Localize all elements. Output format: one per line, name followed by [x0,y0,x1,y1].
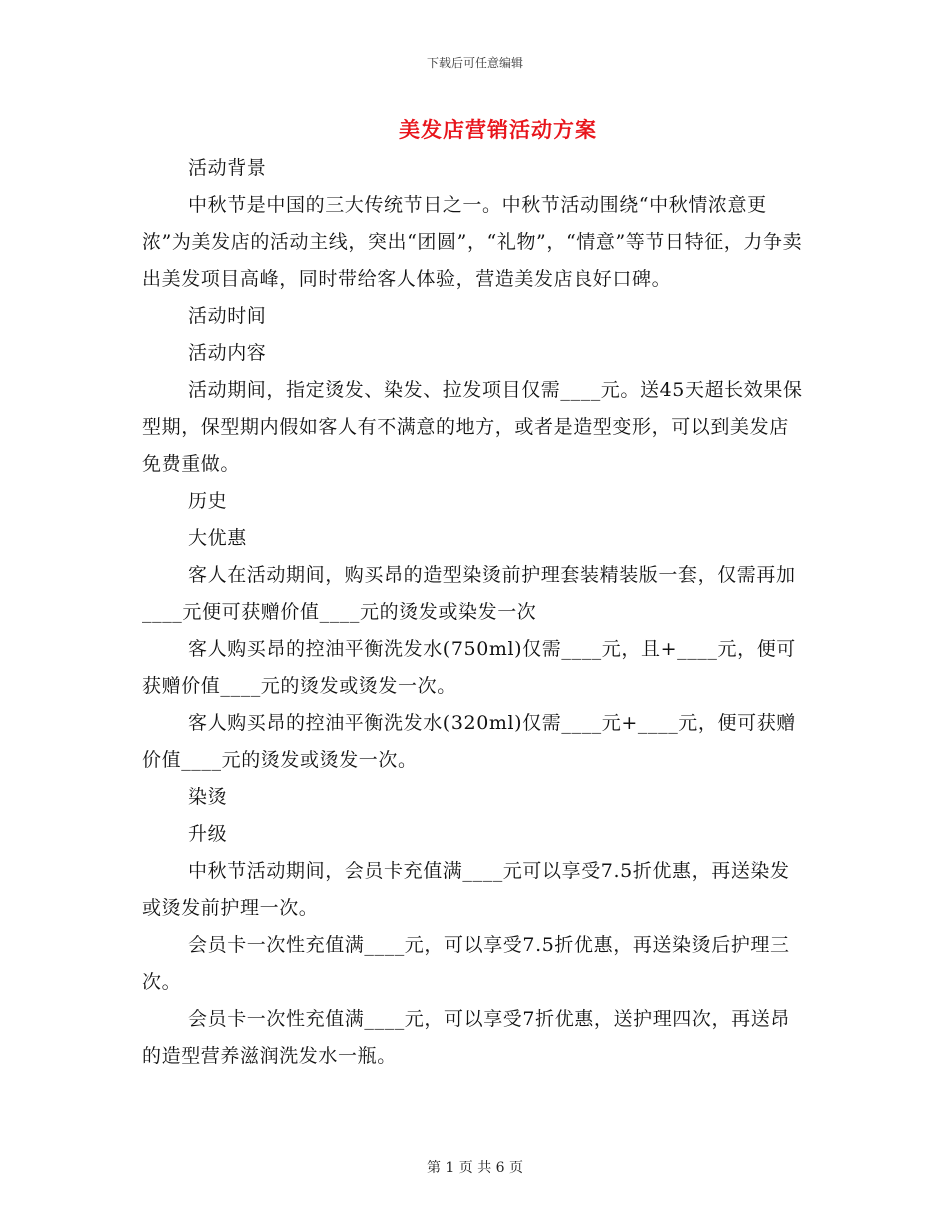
document-body [142,150,804,1075]
paragraph-background: 中秋节是中国的三大传统节日之一。中秋节活动围绕“中秋情浓意更浓”为美发店的活动主线，突出“团圆”，“礼物”，“情意”等节日特征，力争卖出美发项目高峰，同时带给客人体验，营造美发店良好口碑。 [142,194,803,290]
section-heading-time: 活动时间 [188,305,267,327]
page-header-note: 下载后可任意编辑 [426,56,523,70]
paragraph-content: 活动期间，指定烫发、染发、拉发项目仅需____元。送45天超长效果保型期，保型期内假如客人有不满意的地方，或者是造型变形，可以到美发店免费重做。 [142,379,803,475]
page-number: 第 1 页 共 6 页 [426,1160,524,1176]
paragraph-offer-3: 客人购买昂的控油平衡洗发水(320ml)仅需____元+____元，便可获赠价值____元的烫发或烫发一次。 [142,712,796,771]
paragraph-upgrade-2: 会员卡一次性充值满____元，可以享受7.5折优惠，再送染烫后护理三次。 [142,934,790,993]
section-heading-dye-perm: 染烫 [188,786,228,808]
section-heading-history: 历史 [188,490,228,512]
paragraph-offer-1: 客人在活动期间，购买昂的造型染烫前护理套装精装版一套，仅需再加____元便可获赠价值____元的烫发或染发一次 [142,564,796,623]
document-title: 美发店营销活动方案 [399,117,597,142]
section-heading-big-offer: 大优惠 [188,527,247,549]
paragraph-offer-2: 客人购买昂的控油平衡洗发水(750ml)仅需____元，且+____元，便可获赠价值____元的烫发或烫发一次。 [142,638,796,697]
section-heading-upgrade: 升级 [188,823,228,845]
section-heading-background: 活动背景 [188,157,267,179]
paragraph-upgrade-3: 会员卡一次性充值满____元，可以享受7折优惠，送护理四次，再送昂的造型营养滋润洗发水一瓶。 [142,1008,790,1067]
paragraph-upgrade-1: 中秋节活动期间，会员卡充值满____元可以享受7.5折优惠，再送染发或烫发前护理一次。 [142,860,790,919]
section-heading-content: 活动内容 [188,342,267,364]
